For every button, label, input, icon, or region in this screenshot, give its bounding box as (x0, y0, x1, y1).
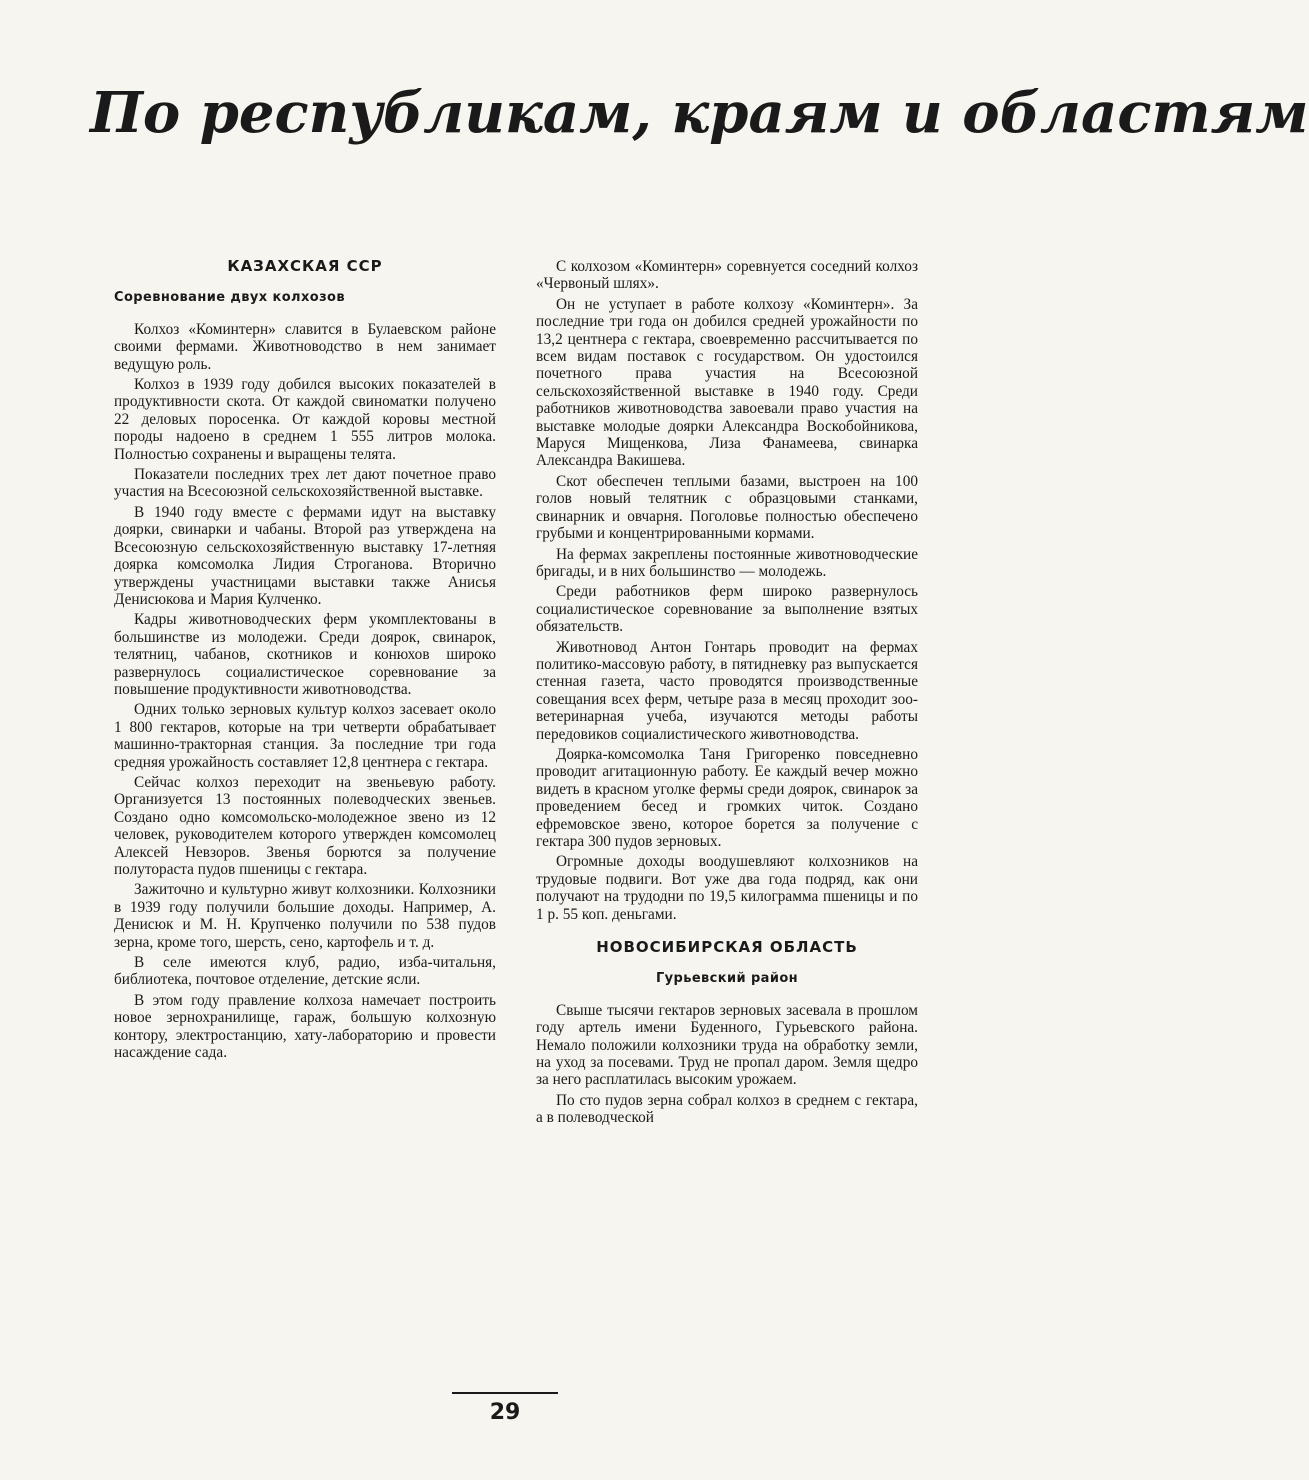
paragraph: По сто пудов зерна собрал колхоз в среднем с гектара, а в полеводческой (536, 1091, 918, 1127)
right-column (536, 258, 918, 1386)
paragraph: В 1940 году вместе с фермами идут на выставку доярки, свинарки и чабаны. Второй раз утверждена на Всесоюзную сельскохозяйственную выставку 17-летняя доярка комсомолка Лидия Строганова. Вторично утверждены участницами выставки также Анисья Денисюкова и Мария Кулченко. (114, 503, 496, 608)
paragraph: Одних только зерновых культур колхоз засевает около 1 800 гектаров, которые на три четверти обрабатывает машинно-тракторная станция. За последние три года средняя урожайность составляет 12,8 центнера с гектара. (114, 701, 496, 771)
paragraph: С колхозом «Коминтерн» соревнуется соседний колхоз «Червоный шлях». (536, 258, 918, 293)
paragraph: Доярка-комсомолка Таня Григоренко повседневно проводит агитационную работу. Ее каждый вечер можно видеть в красном уголке фермы среди доярок, свинарок за проведением бесед и громких читок. Создано ефремовское звено, которое борется за получение с гектара 300 пудов зерновых. (536, 745, 918, 850)
paragraph: Кадры животноводческих ферм укомплектованы в большинстве из молодежи. Среди доярок, свинарок, телятниц, чабанов, скотников и конюхов широко развернулось социалистическое соревнование за повышение продуктивности животноводства. (114, 611, 496, 698)
banner-title: По республикам, краям и областям (90, 80, 1309, 146)
section-title-kazakh-ssr: КАЗАХСКАЯ ССР (227, 257, 383, 275)
paragraph: Свыше тысячи гектаров зерновых засевала в прошлом году артель имени Буденного, Гурьевского района. Немало положили колхозники труда на обработку земли, на уход за посевами. Труд не пропал даром. Земля щедро за него расплатилась высоким урожаем. (536, 1001, 918, 1089)
paragraph: В этом году правление колхоза намечает построить новое зернохранилище, гараж, большую колхозную контору, электростанцию, хату-лабораторию и провести насаждение сада. (114, 991, 496, 1062)
page-number: 29 (489, 1400, 521, 1425)
paragraph: Сейчас колхоз переходит на звеньевую работу. Организуется 13 постоянных полеводческих звеньев. Создано одно комсомольско-молодежное звено из 12 человек, руководителем которого утвержден комсомолец Алексей Невзоров. Звенья борются за получение полутораста пудов пшеницы с гектара. (114, 773, 496, 878)
section-title-novosibirsk: НОВОСИБИРСКАЯ ОБЛАСТЬ (596, 938, 858, 957)
footer-rule (452, 1392, 558, 1394)
paragraph: Скот обеспечен теплыми базами, выстроен на 100 голов новый телятник с образцовыми станками, свинарник и овчарня. Поголовье полностью обеспечено грубыми и концентрированными кормами. (536, 472, 918, 543)
paragraph: Огромные доходы воодушевляют колхозников на трудовые подвиги. Вот уже два года подряд, как они получают на трудодни по 19,5 килограмма пшеницы и по 1 р. 55 коп. деньгами. (536, 853, 918, 923)
paragraph: На фермах закреплены постоянные животноводческие бригады, и в них большинство — молодежь. (536, 545, 918, 580)
paragraph: Он не уступает в работе колхозу «Коминтерн». За последние три года он добился средней урожайности по 13,2 центнера с гектара, своевременно рассчитывается по всем видам поставок с государством. Он удостоился почетного права участия на Всесоюзной сельскохозяйственной выставке в 1940 году. Среди работников животноводства завоевали право участия на выставке молодые доярки Александра Воскобойникова, Маруся Мищенкова, Лиза Фанамеева, свинарка Александра Вакишева. (536, 295, 918, 470)
article-title-competition: Соревнование двух колхозов (114, 290, 345, 306)
paragraph: Колхоз в 1939 году добился высоких показателей в продуктивности скота. От каждой свиноматки получено 22 деловых поросенка. От каждой коровы местной породы надоено в среднем 1 555 литров молока. Полностью сохранены и выращены телята. (114, 376, 496, 463)
paragraph: Среди работников ферм широко развернулось социалистическое соревнование за выполнение взятых обязательств. (536, 583, 918, 636)
paragraph: Животновод Антон Гонтарь проводит на фермах политико-массовую работу, в пятидневку раз выпускается стенная газета, часто проводятся производственные совещания всех ферм, четыре раза в месяц проходит зоо-ветеринарная учеба, изучаются методы работы передовиков социалистического животноводства. (536, 638, 918, 743)
article-title-guryevsky: Гурьевский район (655, 971, 799, 987)
left-column (114, 258, 496, 1386)
paragraph: Зажиточно и культурно живут колхозники. Колхозники в 1939 году получили большие доходы. Например, А. Денисюк и М. Н. Крупченко получили по 538 пудов зерна, кроме того, шерсть, сено, картофель и т. д. (114, 881, 496, 951)
paragraph: В селе имеются клуб, радио, изба-читальня, библиотека, почтовое отделение, детские ясли. (114, 954, 496, 989)
paragraph: Показатели последних трех лет дают почетное право участия на Всесоюзной сельскохозяйственной выставке. (114, 466, 496, 501)
paragraph: Колхоз «Коминтерн» славится в Булаевском районе своими фермами. Животноводство в нем занимает ведущую роль. (114, 320, 496, 373)
